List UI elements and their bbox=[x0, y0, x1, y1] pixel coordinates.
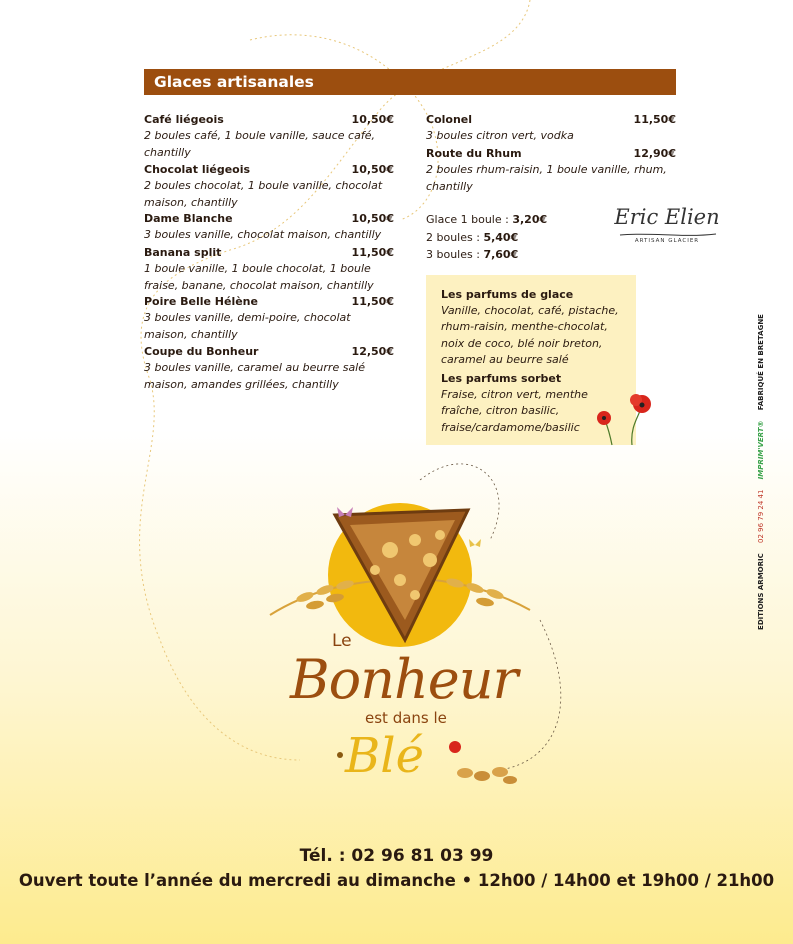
item-description: 3 boules citron vert, vodka bbox=[426, 129, 574, 143]
menu-item bbox=[426, 146, 676, 195]
section-banner: Glaces artisanales bbox=[144, 69, 676, 95]
item-name: Chocolat liégeois bbox=[144, 163, 251, 176]
printer-phone: 02 96 79 24 41 bbox=[757, 489, 765, 543]
logo-est-dans-le: est dans le bbox=[365, 709, 447, 727]
item-description: 3 boules vanille, chocolat maison, chantilly bbox=[144, 228, 382, 242]
menu-item bbox=[144, 245, 394, 294]
menu-item bbox=[144, 112, 394, 161]
item-price: 10,50€ bbox=[351, 212, 394, 225]
scoop-price: 3,20€ bbox=[512, 213, 548, 226]
flavors-box bbox=[426, 275, 636, 445]
signature-subtitle: ARTISAN GLACIER bbox=[634, 238, 700, 244]
item-price: 12,90€ bbox=[633, 147, 676, 160]
menu-item bbox=[426, 112, 676, 145]
glace-flavors-title: Les parfums de glace bbox=[441, 288, 574, 301]
menu-item bbox=[144, 211, 394, 244]
logo-bonheur: Bonheur bbox=[290, 648, 518, 711]
sorbet-flavors-title: Les parfums sorbet bbox=[441, 372, 562, 386]
item-description: 3 boules vanille, demi-poire, chocolat maison, chantilly bbox=[144, 311, 351, 341]
logo-ble: Blé bbox=[345, 728, 425, 784]
item-price: 11,50€ bbox=[351, 295, 394, 308]
flavor-line: rhum-raisin, menthe-chocolat, bbox=[441, 320, 608, 334]
scoop-price-line bbox=[426, 246, 547, 264]
scoop-price-line bbox=[426, 229, 547, 247]
item-price: 11,50€ bbox=[633, 113, 676, 126]
scoop-label: 3 boules : bbox=[426, 248, 484, 261]
menu-item bbox=[144, 162, 394, 211]
item-price: 12,50€ bbox=[351, 345, 394, 358]
flavor-line: noix de coco, blé noir breton, bbox=[441, 336, 603, 350]
imprim-vert-label: IMPRIM'VERT® bbox=[757, 420, 765, 480]
item-name: Banana split bbox=[144, 246, 222, 259]
signature-logo bbox=[612, 205, 722, 253]
scoop-price: 5,40€ bbox=[483, 230, 519, 244]
item-price: 11,50€ bbox=[351, 246, 394, 259]
flavor-line: fraise/cardamome/basilic bbox=[441, 420, 580, 434]
menu-item bbox=[144, 294, 394, 343]
scoop-price: 7,60€ bbox=[483, 248, 519, 261]
item-price: 10,50€ bbox=[351, 163, 394, 176]
item-name: Coupe du Bonheur bbox=[144, 345, 259, 358]
printer-credits bbox=[757, 310, 765, 634]
item-description: 1 boule vanille, 1 boule chocolat, 1 boule fraise, banane, chocolat maison, chantilly bbox=[144, 262, 374, 292]
flavor-line: fraîche, citron basilic, bbox=[441, 404, 560, 418]
signature-name: Eric Elien bbox=[614, 205, 720, 229]
opening-hours: Ouvert toute l’année du mercredi au dimanche • 12h00 / 14h00 et 19h00 / 21h00 bbox=[18, 871, 775, 890]
flavor-line: Fraise, citron vert, menthe bbox=[441, 388, 588, 402]
flavor-line: Vanille, chocolat, café, pistache, bbox=[441, 304, 619, 318]
item-description: 2 boules café, 1 boule vanille, sauce café, chantilly bbox=[144, 129, 375, 159]
item-description: 2 boules rhum-raisin, 1 boule vanille, rhum, chantilly bbox=[426, 163, 667, 193]
editions-label: EDITIONS ARMORIC bbox=[757, 553, 765, 630]
item-name: Route du Rhum bbox=[426, 147, 522, 160]
item-name: Café liégeois bbox=[144, 113, 224, 126]
item-description: 2 boules chocolat, 1 boule vanille, chocolat maison, chantilly bbox=[144, 179, 383, 209]
item-price: 10,50€ bbox=[351, 113, 394, 126]
flavor-line: caramel au beurre salé bbox=[441, 352, 569, 366]
menu-item bbox=[144, 344, 394, 393]
bonheur-logo bbox=[250, 470, 550, 820]
item-description: 3 boules vanille, caramel au beurre salé maison, amandes grillées, chantilly bbox=[144, 361, 366, 391]
item-name: Colonel bbox=[426, 113, 473, 126]
item-name: Dame Blanche bbox=[144, 212, 233, 225]
item-name: Poire Belle Hélène bbox=[144, 295, 258, 308]
phone-number: Tél. : 02 96 81 03 99 bbox=[299, 846, 494, 866]
logo-le: Le bbox=[332, 631, 352, 651]
scoop-prices bbox=[426, 211, 547, 264]
scoop-price-line bbox=[426, 211, 547, 229]
fabrique-label: FABRIQUÉ EN BRETAGNE bbox=[757, 314, 765, 411]
scoop-label: Glace 1 boule : bbox=[426, 213, 513, 226]
scoop-label: 2 boules : bbox=[426, 230, 484, 244]
